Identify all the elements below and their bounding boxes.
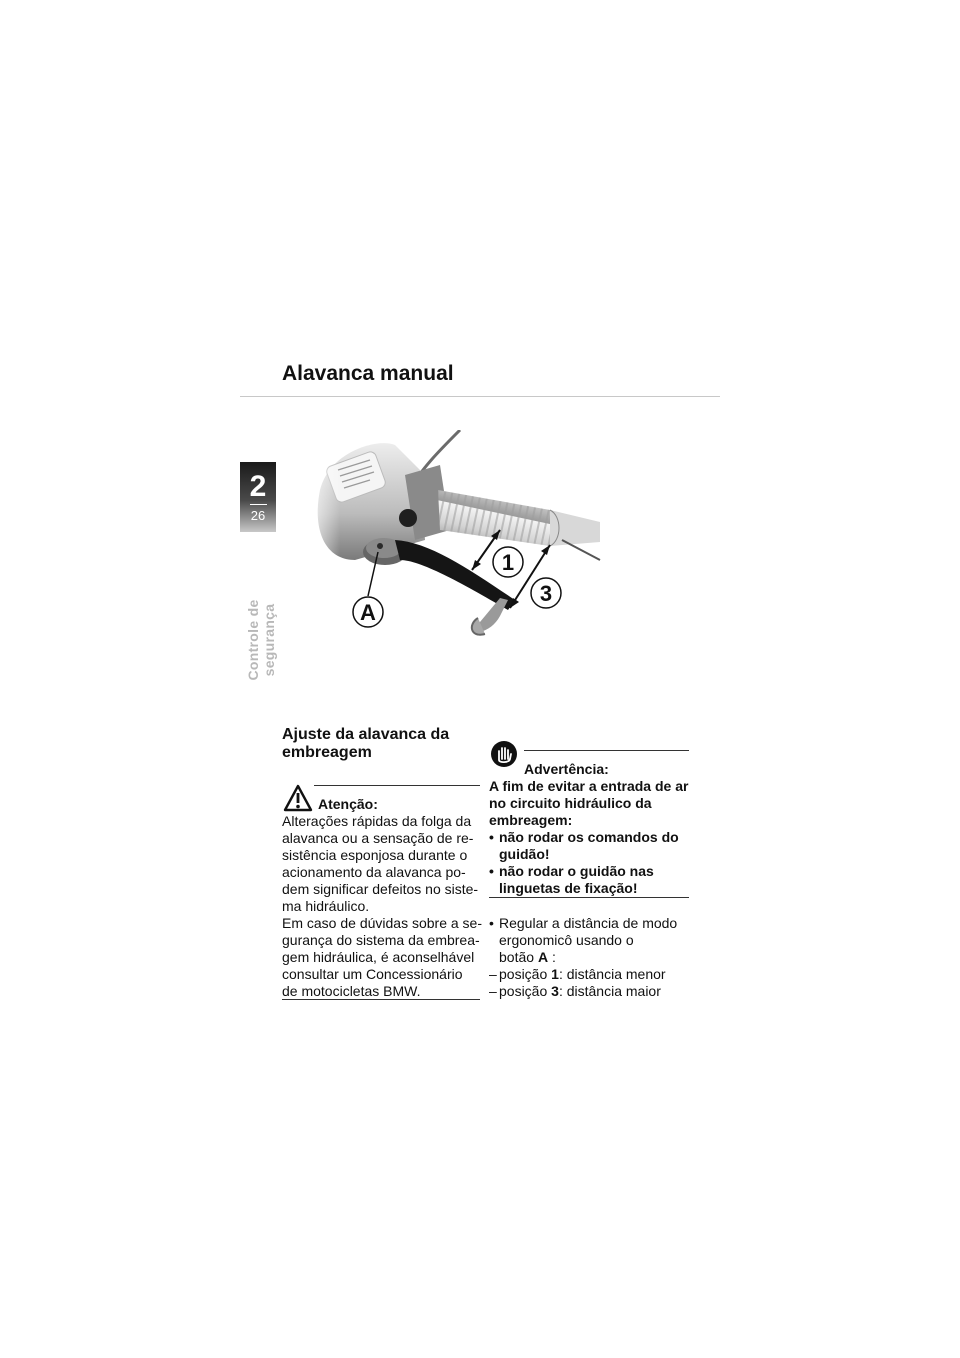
dash-marker: – [489,983,497,999]
bullet-marker: • [489,863,494,879]
instruction-line: ergonomicô usando o [499,932,634,948]
caution-line: consultar um Concessionário [282,966,463,982]
position-desc: : distância maior [558,983,661,999]
instruction-bullet [489,915,694,966]
warning-intro-line: embreagem: [489,812,573,828]
caution-line: dem significar defeitos no siste- [282,881,479,897]
instruction-line [499,949,694,966]
page-number: 26 [250,508,266,523]
warning-bullet [489,863,694,897]
caution-line: de motocicletas BMW. [282,983,421,999]
position-prefix: posição [499,983,552,999]
side-section-label: Controle de segurança [245,599,277,681]
title-divider [240,396,720,397]
position-item [489,983,694,1000]
page-title: Alavanca manual [282,362,454,385]
caution-line: gurança do sistema da embrea- [282,932,480,948]
section-heading: Ajuste da alavanca da embreagem [282,726,450,761]
position-ref: 1 [551,966,559,982]
position-prefix: posição [499,966,552,982]
svg-text:1: 1 [501,550,515,575]
chapter-number: 2 [249,470,267,503]
position-desc: : distância menor [558,966,666,982]
warning-bullet-line: não rodar os comandos do [499,829,679,845]
warning-body [489,778,694,897]
warning-label: Advertência: [524,761,609,777]
caution-line: Alterações rápidas da folga da [282,813,472,829]
button-ref: A [537,949,549,965]
warning-bullet-line: guidão! [499,846,550,862]
callout-3 [531,578,561,608]
dash-marker: – [489,966,497,982]
warning-bullet-line: não rodar o guidão nas [499,863,654,879]
caution-bottom-rule [282,999,480,1000]
caution-line: gem hidráulica, é aconselhável [282,949,475,965]
adjustment-instructions [489,915,694,1000]
caution-line: ma hidráulico. [282,898,370,914]
warning-top-rule [524,750,689,751]
caution-line: alavanca ou a sensação de re- [282,830,474,846]
bullet-marker: • [489,915,494,931]
caution-top-rule [314,785,480,786]
caution-label: Atenção: [318,796,378,812]
warning-intro-line: no circuito hidráulico da [489,795,652,811]
warning-intro-line: A fim de evitar a entrada de ar [489,778,689,794]
button-suffix: : [548,949,556,965]
chapter-divider [250,504,267,505]
instruction-line: Regular a distância de modo [499,915,678,931]
svg-text:3: 3 [539,581,553,606]
svg-text:A: A [360,600,376,625]
caution-triangle-icon [283,784,313,812]
caution-line: sistência esponjosa durante o [282,847,468,863]
caution-body [282,813,482,1000]
warning-bullet [489,829,694,863]
caution-line: Em caso de dúvidas sobre a se- [282,915,482,931]
callout-1 [493,547,523,577]
position-ref: 3 [551,983,559,999]
callout-a [353,597,383,627]
button-prefix: botão [499,949,538,965]
position-item [489,966,694,983]
warning-bullet-line: linguetas de fixação! [499,880,638,896]
bullet-marker: • [489,829,494,845]
clutch-lever-photo [300,430,640,670]
warning-bottom-rule [489,897,689,898]
caution-line: acionamento da alavanca po- [282,864,466,880]
stop-hand-icon [490,740,518,768]
